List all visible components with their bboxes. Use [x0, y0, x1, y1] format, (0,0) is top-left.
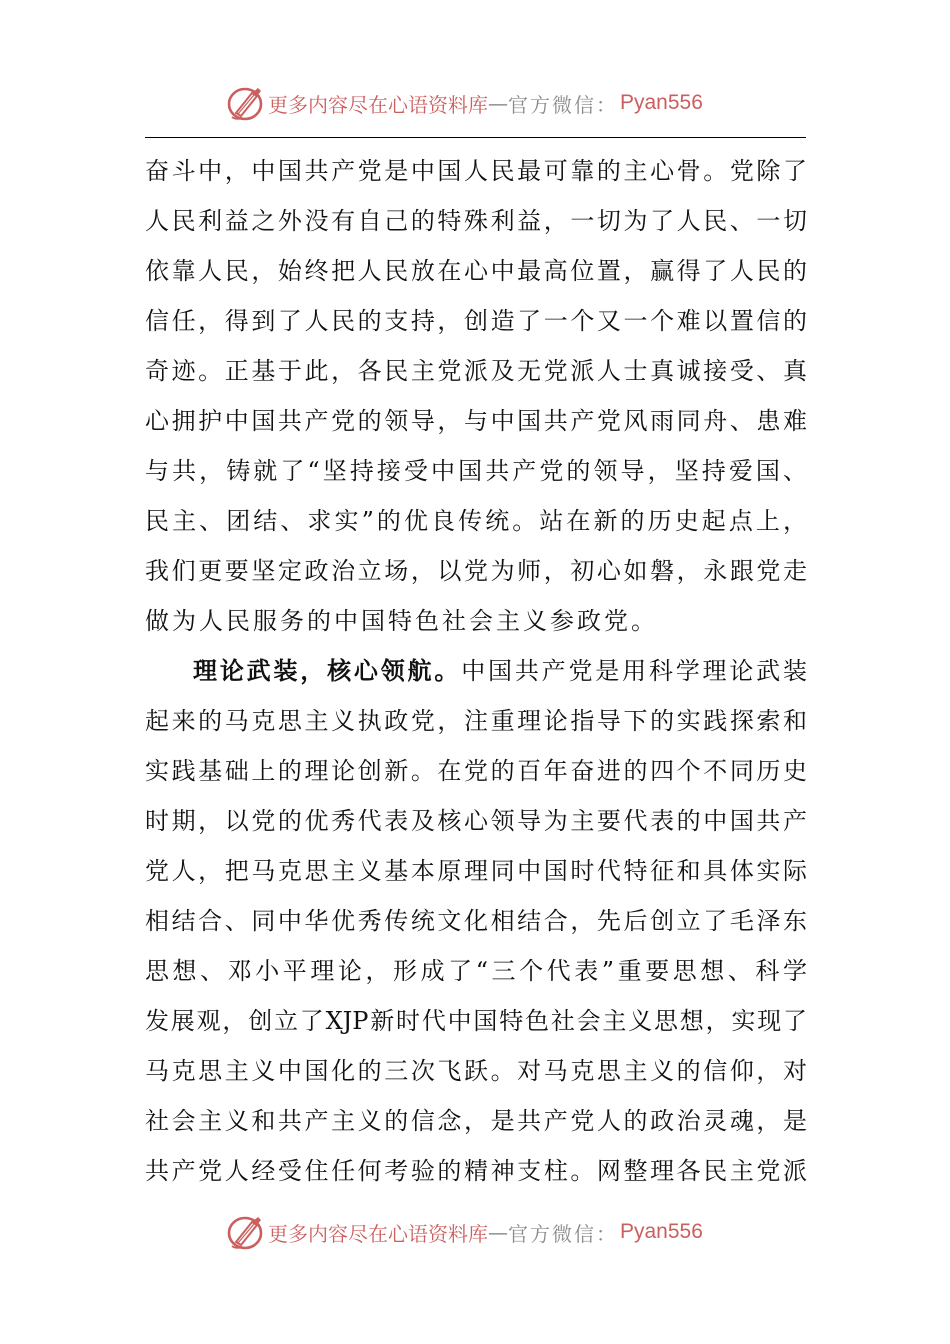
text-line: 共产党人经受住任何考验的精神支柱。网整理各民主党派	[145, 1157, 807, 1185]
watermark-wechat-id: Pyan556	[620, 91, 703, 114]
pen-nib-logo-icon	[226, 1212, 266, 1252]
watermark-text: 更多内容尽在心语资料库	[268, 92, 488, 117]
paragraph-heading: 理论武装，核心领航。	[193, 657, 462, 685]
paragraph-1	[145, 146, 807, 646]
text-line: 发展观，创立了XJP新时代中国特色社会主义思想，实现了	[145, 1007, 807, 1035]
text-line: 时期，以党的优秀代表及核心领导为主要代表的中国共产	[145, 807, 807, 835]
paragraph-2	[145, 646, 807, 1196]
text-line: 民主、团结、求实”的优良传统。站在新的历史起点上，	[145, 507, 807, 535]
watermark-separator: —	[488, 1220, 508, 1244]
text-line: 信任，得到了人民的支持，创造了一个又一个难以置信的	[145, 307, 807, 335]
watermark-text: 更多内容尽在心语资料库	[268, 1221, 488, 1246]
text-run: 中国共产党是用科学理论武装	[461, 657, 808, 685]
text-line: 与共，铸就了“坚持接受中国共产党的领导，坚持爱国、	[145, 457, 807, 485]
text-line: 依靠人民，始终把人民放在心中最高位置，赢得了人民的	[145, 257, 807, 285]
text-line: 心拥护中国共产党的领导，与中国共产党风雨同舟、患难	[145, 407, 807, 435]
header-watermark	[226, 82, 703, 124]
footer-watermark	[226, 1211, 703, 1253]
text-line: 社会主义和共产主义的信念，是共产党人的政治灵魂，是	[145, 1107, 807, 1135]
text-line: 做为人民服务的中国特色社会主义参政党。	[145, 607, 658, 635]
text-line: 起来的马克思主义执政党，注重理论指导下的实践探索和	[145, 707, 807, 735]
watermark-separator: —	[488, 91, 508, 115]
text-line: 奇迹。正基于此，各民主党派及无党派人士真诚接受、真	[145, 357, 807, 385]
text-line: 马克思主义中国化的三次飞跃。对马克思主义的信仰，对	[145, 1057, 807, 1085]
paragraph-first-line	[145, 646, 807, 696]
text-line: 实践基础上的理论创新。在党的百年奋进的四个不同历史	[145, 757, 807, 785]
text-line: 相结合、同中华优秀传统文化相结合，先后创立了毛泽东	[145, 907, 807, 935]
watermark-wechat-label: 官方微信：	[508, 92, 618, 117]
text-line: 人民利益之外没有自己的特殊利益，一切为了人民、一切	[145, 207, 807, 235]
watermark-wechat-id: Pyan556	[620, 1220, 703, 1243]
header-divider	[145, 137, 806, 138]
text-line: 奋斗中，中国共产党是中国人民最可靠的主心骨。党除了	[145, 157, 807, 185]
pen-nib-logo-icon	[226, 83, 266, 123]
text-line: 党人，把马克思主义基本原理同中国时代特征和具体实际	[145, 857, 807, 885]
watermark-wechat-label: 官方微信：	[508, 1221, 618, 1246]
text-line: 思想、邓小平理论，形成了“三个代表”重要思想、科学	[145, 957, 807, 985]
text-line: 我们更要坚定政治立场，以党为师，初心如磐，永跟党走	[145, 557, 807, 585]
document-body	[145, 146, 807, 1196]
